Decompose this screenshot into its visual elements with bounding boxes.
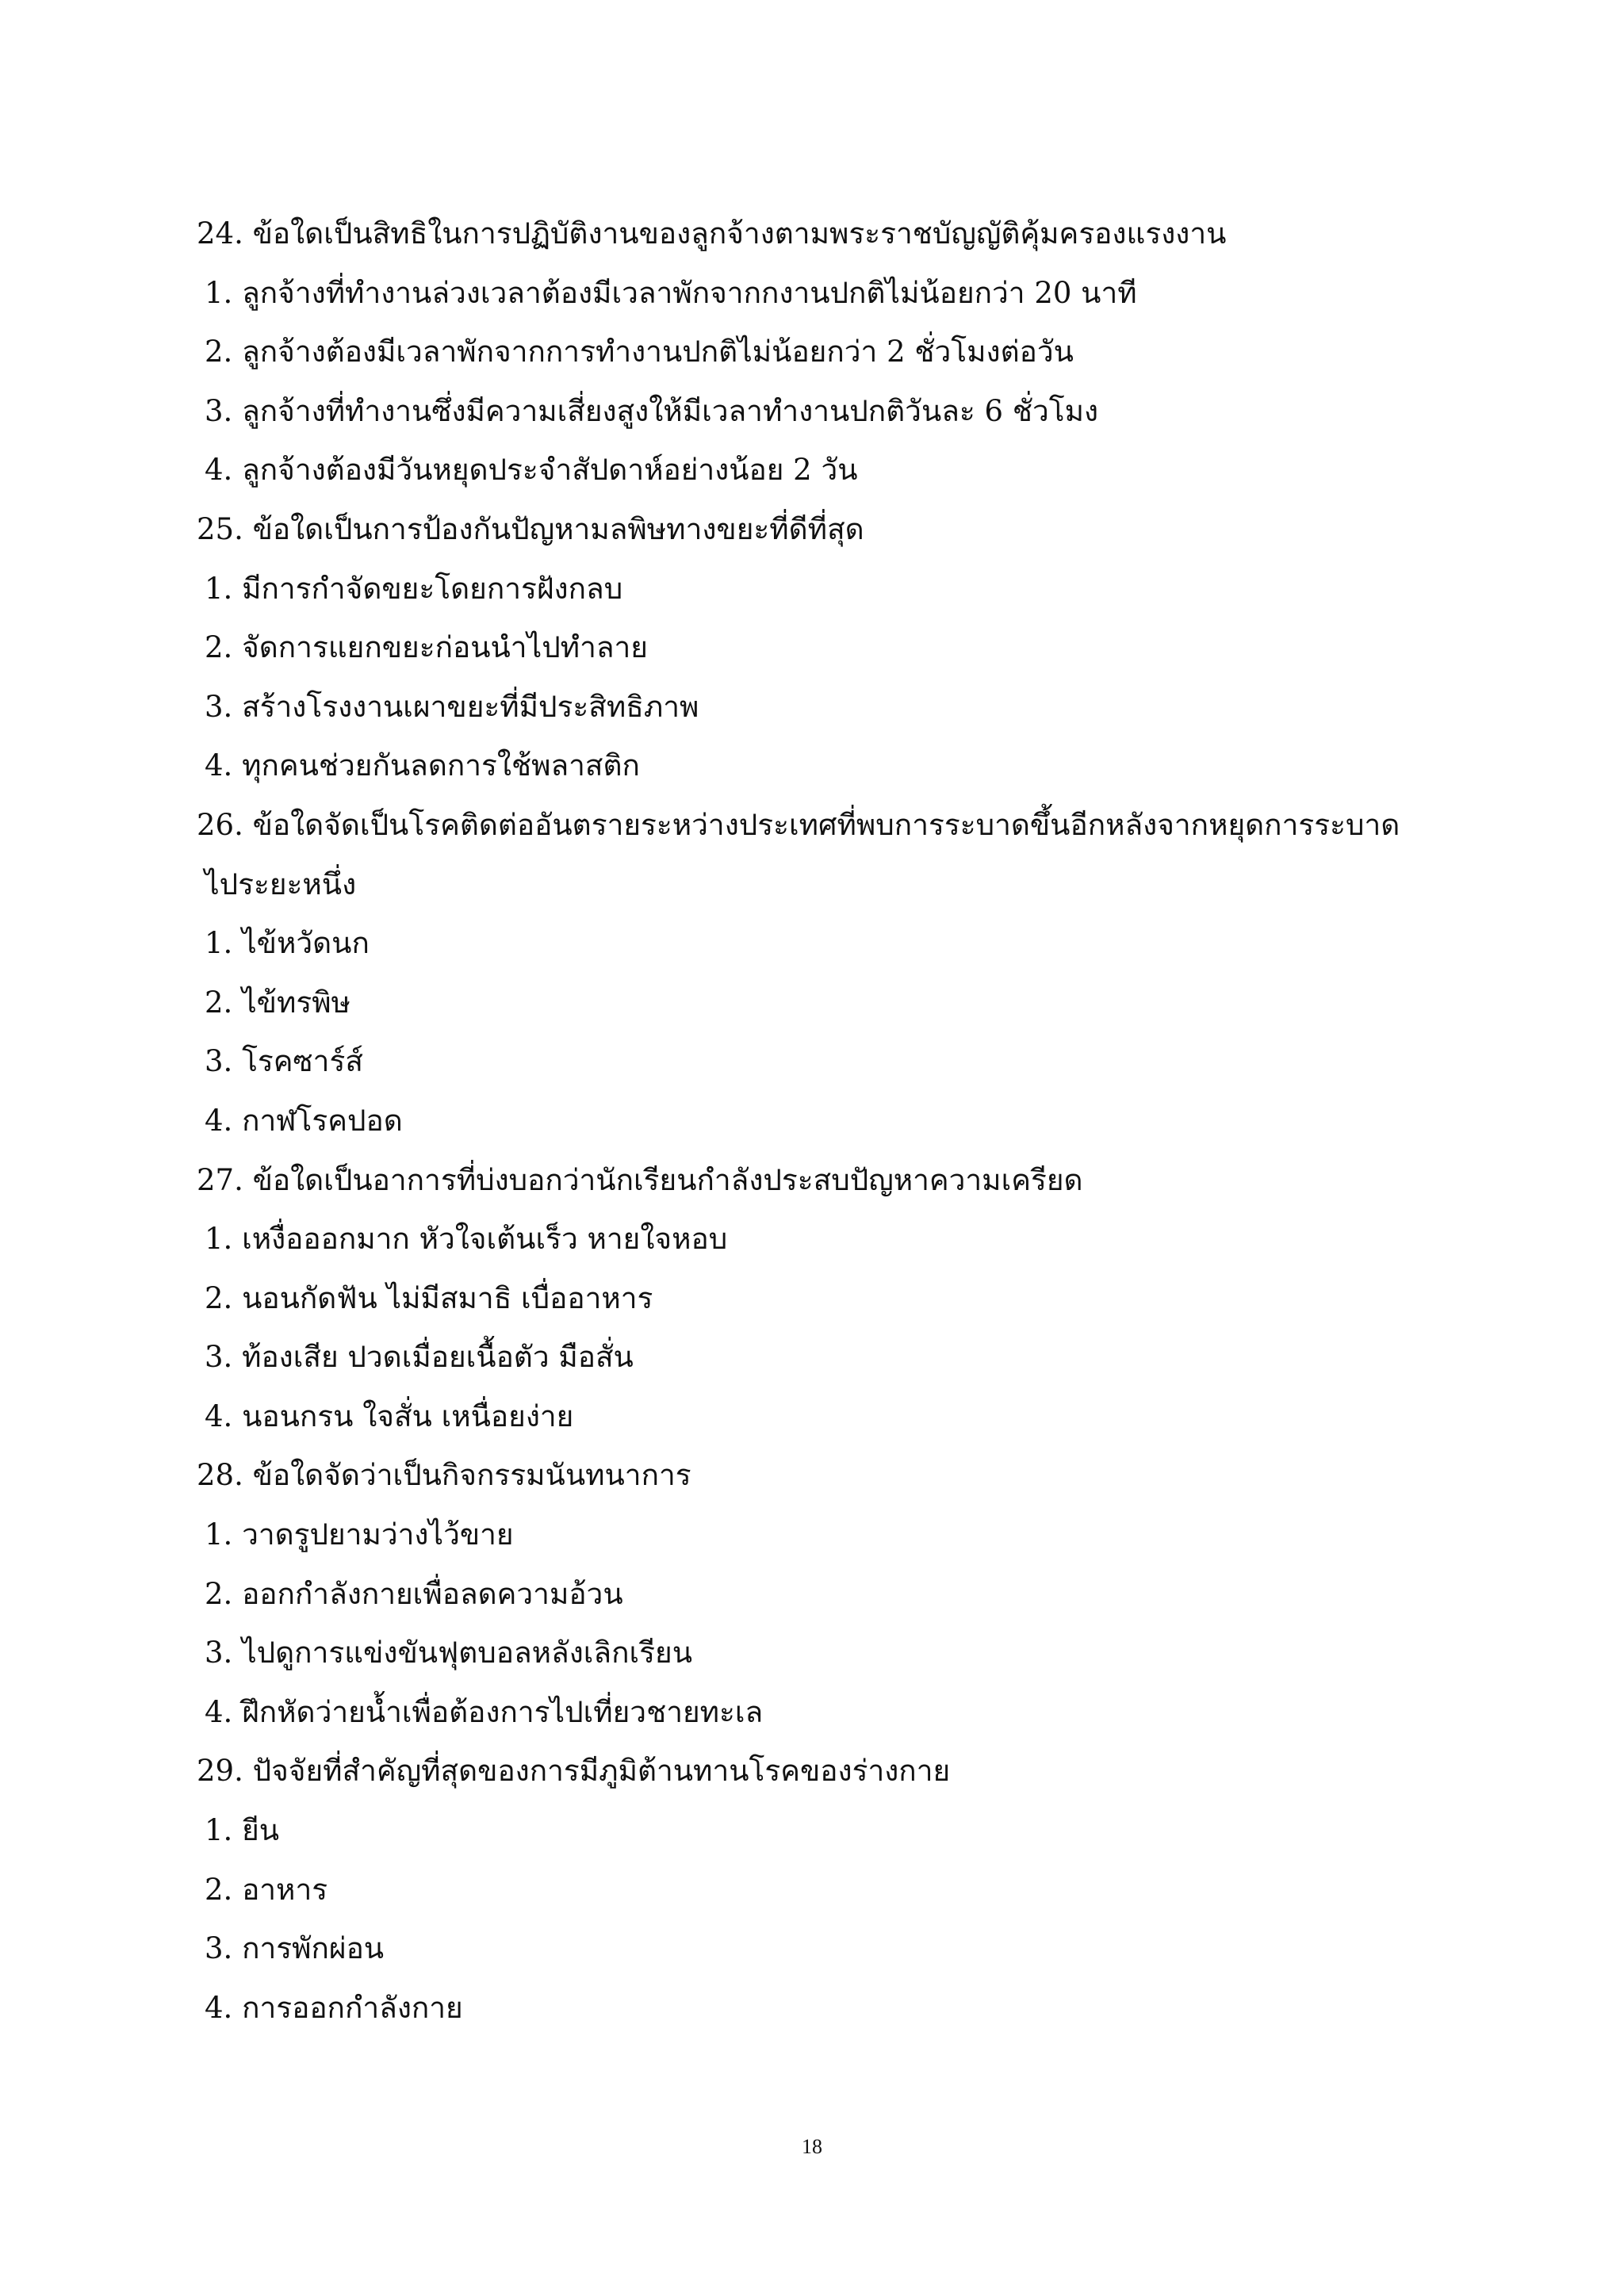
question-27-option-3: 3. ท้องเสีย ปวดเมื่อยเนื้อตัว มือสั่น [205,1340,634,1375]
question-27-option-1: 1. เหงื่อออกมาก หัวใจเต้นเร็ว หายใจหอบ [205,1222,728,1257]
question-24-option-3: 3. ลูกจ้างที่ทำงานซึ่งมีความเสี่ยงสูงให้มีเวลาทำงานปกติวันละ 6 ชั่วโมง [205,393,1099,428]
question-list [197,205,1434,2038]
question-29-option-2: 2. อาหาร [205,1872,328,1907]
question-28-option-2: 2. ออกกำลังกายเพื่อลดความอ้วน [205,1576,623,1611]
page-number: 18 [802,2135,822,2158]
question-25-stem: 25. ข้อใดเป็นการป้องกันปัญหามลพิษทางขยะที่ดีที่สุด [197,511,864,546]
question-27-option-4: 4. นอนกรน ใจสั่น เหนื่อยง่าย [205,1399,574,1433]
question-25-option-2: 2. จัดการแยกขยะก่อนนำไปทำลาย [205,630,648,665]
question-27-stem: 27. ข้อใดเป็นอาการที่บ่งบอกว่านักเรียนกำลังประสบปัญหาความเครียด [197,1162,1083,1197]
question-29-option-3: 3. การพักผ่อน [205,1931,385,1966]
question-27-option-2: 2. นอนกัดฟัน ไม่มีสมาธิ เบื่ออาหาร [205,1280,653,1315]
question-26-stem-continued: ไประยะหนึ่ง [205,867,357,901]
question-25-option-3: 3. สร้างโรงงานเผาขยะที่มีประสิทธิภาพ [205,689,699,724]
question-28-option-1: 1. วาดรูปยามว่างไว้ขาย [205,1517,514,1552]
question-25-option-4: 4. ทุกคนช่วยกันลดการใช้พลาสติก [205,748,640,783]
question-29-option-1: 1. ยีน [205,1813,280,1848]
question-26-stem: 26. ข้อใดจัดเป็นโรคติดต่ออันตรายระหว่างประเทศที่พบการระบาดขึ้นอีกหลังจากหยุดการระบาด [197,807,1400,842]
question-24-option-4: 4. ลูกจ้างต้องมีวันหยุดประจำสัปดาห์อย่างน้อย 2 วัน [205,453,858,488]
question-25-option-1: 1. มีการกำจัดขยะโดยการฝังกลบ [205,571,623,606]
question-28-option-3: 3. ไปดูการแข่งขันฟุตบอลหลังเลิกเรียน [205,1636,692,1670]
question-24-option-2: 2. ลูกจ้างต้องมีเวลาพักจากการทำงานปกติไม่น้อยกว่า 2 ชั่วโมงต่อวัน [205,335,1074,369]
question-29-option-4: 4. การออกกำลังกาย [205,1990,463,2025]
question-24-stem: 24. ข้อใดเป็นสิทธิในการปฏิบัติงานของลูกจ้างตามพระราชบัญญัติคุ้มครองแรงงาน [197,216,1227,251]
question-29-stem: 29. ปัจจัยที่สำคัญที่สุดของการมีภูมิต้านทานโรคของร่างกาย [197,1754,951,1789]
question-26-option-3: 3. โรคซาร์ส์ [205,1044,363,1079]
question-24-option-1: 1. ลูกจ้างที่ทำงานล่วงเวลาต้องมีเวลาพักจากกงานปกติไม่น้อยกว่า 20 นาที [205,275,1137,310]
question-28-option-4: 4. ฝึกหัดว่ายน้ำเพื่อต้องการไปเที่ยวชายทะเล [205,1694,764,1729]
question-26-option-1: 1. ไข้หวัดนก [205,926,370,961]
question-26-option-4: 4. กาฬโรคปอด [205,1103,403,1138]
question-26-option-2: 2. ไข้ทรพิษ [205,985,351,1020]
question-28-stem: 28. ข้อใดจัดว่าเป็นกิจกรรมนันทนาการ [197,1458,691,1493]
